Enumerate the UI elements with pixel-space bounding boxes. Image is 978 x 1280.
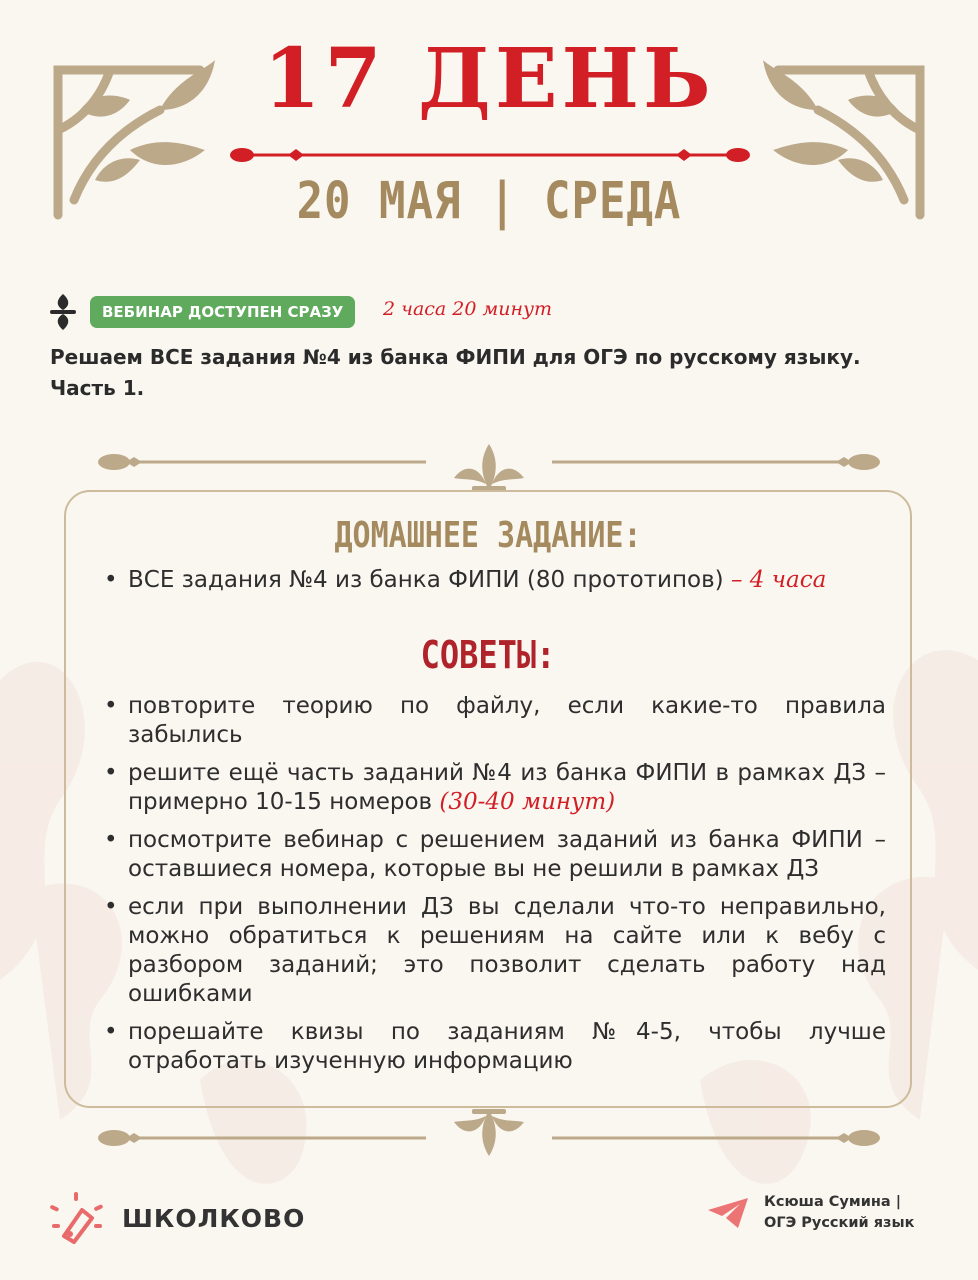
separator-ornament-icon (96, 1104, 882, 1160)
title-divider-ornament-icon (228, 143, 752, 167)
webinar-icon (48, 292, 78, 332)
telegram-icon (706, 1196, 750, 1230)
date-line: 20 МАЯ | СРЕДА (296, 172, 682, 231)
shkolkovo-logo-icon (50, 1192, 104, 1246)
author-info (764, 1192, 914, 1234)
homework-title: ДОМАШНЕЕ ЗАДАНИЕ: (334, 514, 642, 557)
list-item: • порешайте квизы по заданиям №4-5, чтобы лучше отработать изученную информацию (104, 1019, 886, 1074)
webinar-badge: ВЕБИНАР ДОСТУПЕН СРАЗУ (90, 296, 355, 328)
tips-title: СОВЕТЫ: (420, 632, 556, 678)
description-line-2: Часть 1. (50, 376, 145, 400)
list-item: • повторите теорию по файлу, если какие-то правила забылись (104, 693, 886, 748)
author-name: Ксюша Сумина | (764, 1194, 902, 1210)
day-title: 17 ДЕНЬ (263, 31, 715, 127)
list-item: • ВСЕ задания №4 из банка ФИПИ (80 прототипов) – 4 часа (104, 567, 827, 593)
separator-ornament-icon (96, 440, 882, 496)
list-item: • если при выполнении ДЗ вы сделали что-то неправильно, можно обратиться к решениям на сайте или к вебу с разбором заданий; это позволит сделать работу над ошибками (104, 894, 886, 1007)
description-line-1: Решаем ВСЕ задания №4 из банка ФИПИ для ОГЭ по русскому языку. (50, 345, 861, 369)
webinar-duration: 2 часа 20 минут (383, 298, 553, 320)
list-item: • посмотрите вебинар с решением заданий из банка ФИПИ – оставшиеся номера, которые вы не решили в рамках ДЗ (104, 827, 886, 882)
list-item: • решите ещё часть заданий №4 из банка ФИПИ в рамках ДЗ – примерно 10-15 номеров (30-40 минут) (104, 760, 886, 815)
webinar-description (50, 342, 930, 404)
tips-list (102, 692, 886, 1085)
brand-name: ШКОЛКОВО (122, 1204, 306, 1233)
author-subject: ОГЭ Русский язык (764, 1215, 915, 1231)
homework-list (102, 566, 892, 604)
